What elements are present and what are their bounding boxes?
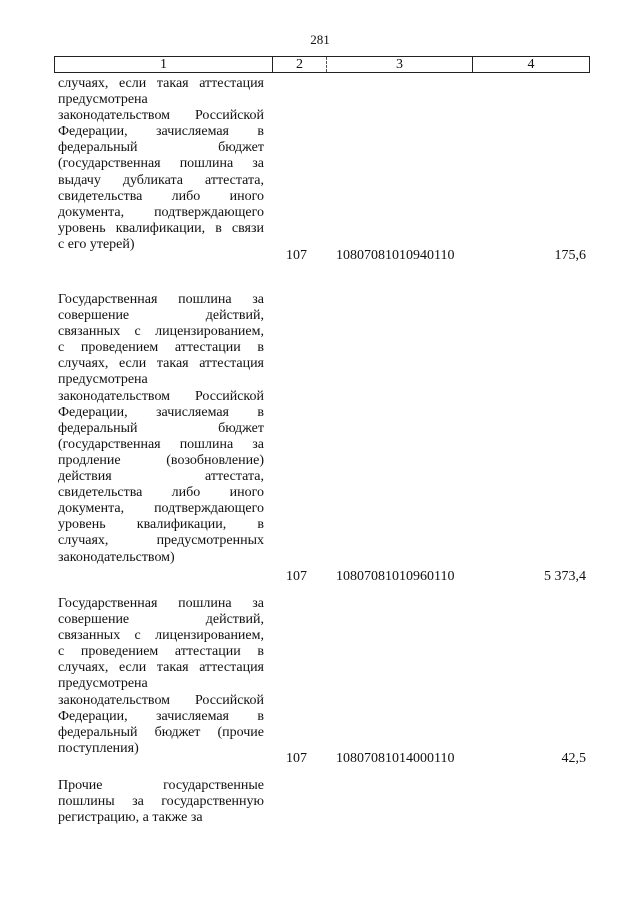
description-line: документа, подтверждающего xyxy=(58,204,264,220)
column-header-2: 2 xyxy=(273,57,327,72)
description-line: Государственная пошлина за xyxy=(58,292,264,307)
table-row-description xyxy=(58,292,264,566)
amount-cell: 5 373,4 xyxy=(544,569,586,584)
description-line: регистрацию, а также за xyxy=(58,810,203,826)
description-line: федеральный бюджет xyxy=(58,420,264,436)
description-line: федеральный бюджет (прочие xyxy=(58,724,264,740)
page-number: 281 xyxy=(310,32,330,47)
description-line: (государственная пошлина за xyxy=(58,156,264,172)
description-line: действия аттестата, xyxy=(58,469,264,485)
description-line: Государственная пошлина за xyxy=(58,596,264,611)
amount-cell: 175,6 xyxy=(554,248,586,263)
admin-code-cell: 107 xyxy=(286,569,307,584)
description-line: уровень квалификации, в xyxy=(58,517,264,533)
description-line: случаях, если такая аттестация xyxy=(58,660,264,676)
description-line: федеральный бюджет xyxy=(58,140,264,156)
kbk-code-cell: 10807081010940110 xyxy=(336,248,455,263)
description-line: совершение действий, xyxy=(58,308,264,324)
description-line: связанных с лицензированием, xyxy=(58,628,264,644)
description-line: случаях, если такая аттестация xyxy=(58,76,264,91)
kbk-code-cell: 10807081010960110 xyxy=(336,569,455,584)
table-row-description xyxy=(58,596,264,757)
description-line: случаях, если такая аттестация xyxy=(58,356,264,372)
description-line: совершение действий, xyxy=(58,612,264,628)
description-line: уровень квалификации, в связи xyxy=(58,220,264,236)
description-line: предусмотрена xyxy=(58,92,148,108)
description-line: пошлины за государственную xyxy=(58,794,264,810)
table-row-description xyxy=(58,76,264,253)
description-line: законодательством Российской xyxy=(58,388,264,404)
description-line: законодательством Российской xyxy=(58,108,264,124)
description-line: Федерации, зачисляемая в xyxy=(58,404,264,420)
description-line: законодательством Российской xyxy=(58,692,264,708)
column-header-1: 1 xyxy=(55,57,273,72)
description-line: законодательством) xyxy=(58,549,175,565)
description-line: с его утерей) xyxy=(58,236,135,252)
description-line: с проведением аттестации в xyxy=(58,340,264,356)
table-row-description xyxy=(58,778,264,826)
column-header-4: 4 xyxy=(527,57,535,72)
amount-cell: 42,5 xyxy=(561,751,586,766)
description-line: продление (возобновление) xyxy=(58,452,264,468)
description-line: с проведением аттестации в xyxy=(58,644,264,660)
description-line: свидетельства либо иного xyxy=(58,188,264,204)
description-line: Прочие государственные xyxy=(58,778,264,793)
description-line: случаях, предусмотренных xyxy=(58,533,264,549)
description-line: свидетельства либо иного xyxy=(58,485,264,501)
description-line: Федерации, зачисляемая в xyxy=(58,124,264,140)
admin-code-cell: 107 xyxy=(286,248,307,263)
column-header-3: 3 xyxy=(327,57,473,72)
kbk-code-cell: 10807081014000110 xyxy=(336,751,455,766)
description-line: предусмотрена xyxy=(58,372,148,388)
admin-code-cell: 107 xyxy=(286,751,307,766)
description-line: предусмотрена xyxy=(58,676,148,692)
table-header xyxy=(54,56,590,73)
description-line: (государственная пошлина за xyxy=(58,436,264,452)
description-line: поступления) xyxy=(58,740,139,756)
description-line: Федерации, зачисляемая в xyxy=(58,708,264,724)
description-line: документа, подтверждающего xyxy=(58,501,264,517)
description-line: выдачу дубликата аттестата, xyxy=(58,172,264,188)
description-line: связанных с лицензированием, xyxy=(58,324,264,340)
